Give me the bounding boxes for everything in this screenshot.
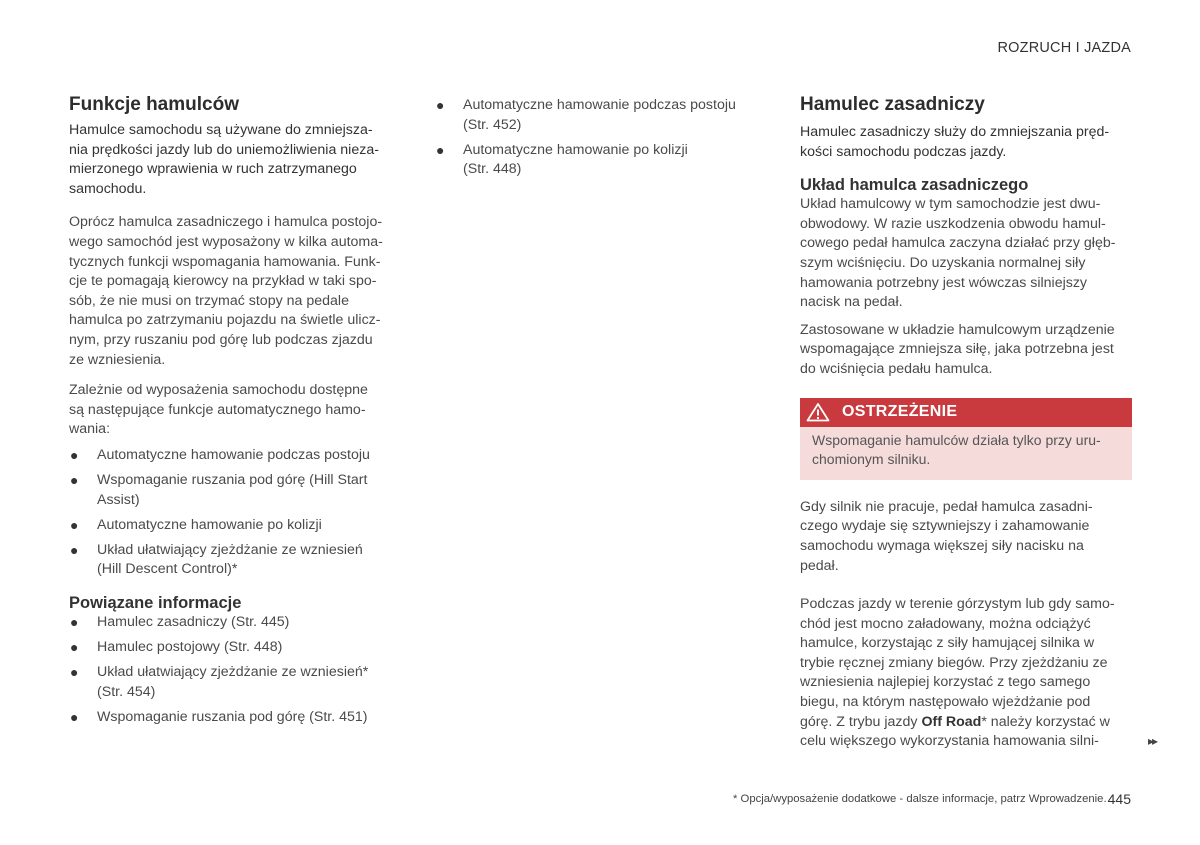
service-brake-paragraph-2: Zastosowane w układzie hamulcowym urządzenie wspomagające zmniejsza siłę, jaka potrzebna jest do wciśnięcia pedału hamulca. (800, 321, 1115, 377)
section-header: ROZRUCH I JAZDA (997, 40, 1131, 56)
brake-functions-paragraph-1: Oprócz hamulca zasadniczego i hamulca postojo- wego samochód jest wyposażony w kilka automa- tycznych funkcji wspomagania hamowania. Funk- cje te pomagają kierowcy na przykład w taki spo- sób, że nie musi on trzymać stopy na pedale hamulca po zatrzymaniu pojazdu na świetle ulicz- nym, przy ruszaniu pod górę lub podczas zjazdu ze wzniesienia. (69, 214, 383, 368)
related-info-list (69, 613, 402, 727)
warning-text: Wspomaganie hamulców działa tylko przy uru- chomionym silniku. (800, 427, 1132, 480)
bullet-icon: ● (70, 639, 79, 656)
brake-functions-lead: Hamulce samochodu są używane do zmniejsza- nia prędkości jazdy lub do uniemożliwienia nieza- mierzonego wprawienia w ruch zatrzymanego samochodu. (69, 122, 379, 197)
bullet-icon: ● (70, 541, 79, 558)
service-brake-lead: Hamulec zasadniczy służy do zmniejszania pręd- kości samochodu podczas jazdy. (800, 124, 1110, 160)
right-column (800, 94, 1132, 752)
bullet-icon: ● (70, 516, 79, 533)
off-road-mode-term: Off Road (921, 713, 982, 730)
bullet-icon: ● (70, 472, 79, 488)
bullet-icon: ● (70, 664, 79, 681)
auto-brake-functions-list (69, 446, 402, 580)
related-link[interactable]: ● Hamulec zasadniczy (Str. 445) (69, 613, 402, 633)
continue-arrows-icon: ▸▸ (1148, 734, 1157, 748)
service-brake-paragraph-3: Gdy silnik nie pracuje, pedał hamulca zasadni- czego wydaje się sztywniejszy i zahamowanie samochodu wymaga większej siły nacisku na pedał. (800, 498, 1093, 574)
brake-functions-title: Funkcje hamulców (69, 94, 239, 115)
list-item: ● Wspomaganie ruszania pod górę (Hill Start Assist) (70, 472, 368, 508)
footnote: * Opcja/wyposażenie dodatkowe - dalsze informacje, patrz Wprowadzenie. (733, 793, 1107, 805)
warning-triangle-icon (806, 401, 832, 423)
list-item: ● Automatyczne hamowanie po kolizji (69, 516, 402, 536)
brake-functions-paragraph-2: Zależnie od wyposażenia samochodu dostępne są następujące funkcje automatycznego hamo- wania: (69, 382, 368, 438)
service-brake-paragraph-1: Układ hamulcowy w tym samochodzie jest dwu- obwodowy. W razie uszkodzenia obwodu hamul- cowego pedał hamulca zaczyna działać przy głęb- szym wciśnięciu. Do uzyskania normalnej siły hamowania potrzebny jest wówczas silniejszy nacisk na pedał. (800, 196, 1116, 311)
left-column (69, 94, 402, 733)
related-link[interactable]: ● Hamulec postojowy (Str. 448) (69, 638, 402, 658)
warning-header (800, 398, 1132, 427)
service-brake-paragraph-4: Podczas jazdy w terenie górzystym lub gdy samo- chód jest mocno załadowany, można odciążyć hamulce, korzystając z siły hamującej silnika w trybie ręcznej zmiany biegów. Przy zjeżdżaniu ze wzniesienia najlepiej korzystać z tego samego biegu, na którym następowało wjeżdżanie pod górę. Z trybu jazdy Off Road* należy korzystać w celu większego wykorzystania hamowania silni- (800, 596, 1115, 750)
service-brake-system-subtitle: Układ hamulca zasadniczego (800, 176, 1029, 195)
warning-title: OSTRZEŻENIE (842, 403, 958, 421)
related-link[interactable]: ● Wspomaganie ruszania pod górę (Str. 451) (69, 708, 402, 728)
middle-column (435, 96, 755, 185)
list-item: ● Automatyczne hamowanie podczas postoju (69, 446, 402, 466)
bullet-icon: ● (436, 141, 445, 158)
related-link[interactable]: ● Układ ułatwiający zjeżdżanie ze wzniesień* (Str. 454) (70, 664, 369, 700)
bullet-icon: ● (436, 97, 445, 113)
service-brake-title: Hamulec zasadniczy (800, 94, 985, 115)
related-link[interactable]: ● Automatyczne hamowanie podczas postoju (Str. 452) (436, 97, 736, 133)
related-info-title: Powiązane informacje (69, 593, 242, 612)
bullet-icon: ● (70, 708, 79, 725)
bullet-icon: ● (70, 446, 79, 463)
related-info-continued-list (435, 96, 755, 180)
page-number: 445 (1107, 791, 1131, 807)
related-link[interactable]: ● Automatyczne hamowanie po kolizji (Str. 448) (436, 141, 688, 178)
list-item: ● Układ ułatwiający zjeżdżanie ze wzniesień (Hill Descent Control)* (70, 541, 363, 578)
bullet-icon: ● (70, 613, 79, 630)
warning-box (800, 398, 1132, 480)
